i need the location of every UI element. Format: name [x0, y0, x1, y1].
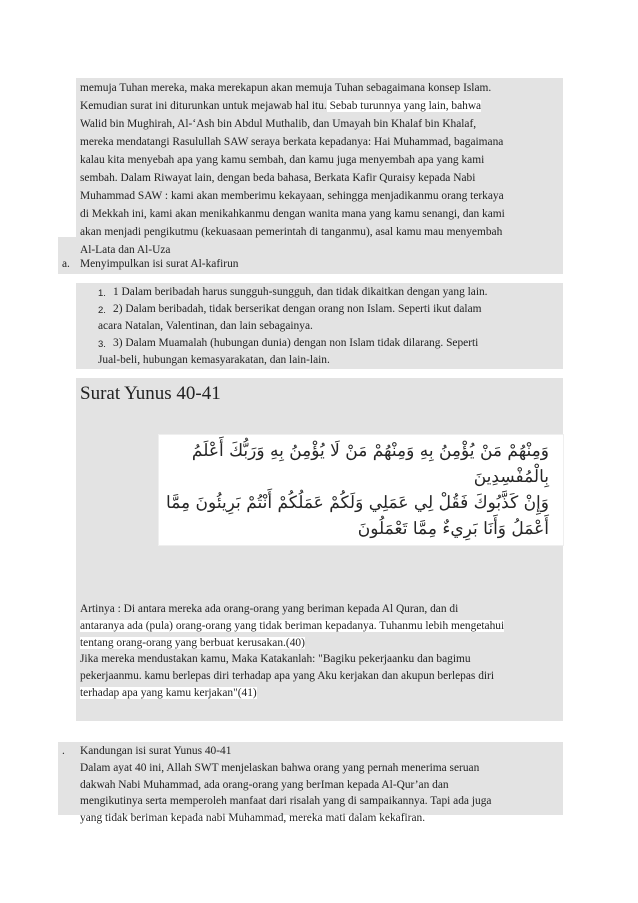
- arabic-verse-image: [158, 434, 564, 546]
- section-b-marker: .: [62, 745, 65, 757]
- arabic-verse-line: وَإِنْ كَذَّبُوكَ فَقُلْ لِي عَمَلِي وَلَكُمْ عَمَلُكُمْ أَنْتُمْ بَرِيئُونَ مِمَّا: [166, 493, 549, 513]
- paragraph-line: di Mekkah ini, kami akan menikahkanmu dengan wanita mana yang kamu senangi, dan kami: [80, 208, 505, 220]
- translation-line: [80, 685, 257, 703]
- translation-line: pekerjaanmu. kamu berlepas diri terhadap apa yang Aku kerjakan dan akupun berlepas diri: [80, 670, 495, 682]
- translation-line: [80, 635, 305, 653]
- translation-line: [80, 618, 504, 636]
- list-item-text: 2) Dalam beribadah, tidak berserikat dengan orang non Islam. Seperti ikut dalam: [113, 303, 482, 315]
- content-line: yang tidak beriman kepada nabi Muhammad, mereka mati dalam kekafiran.: [80, 812, 426, 824]
- list-item-text: 1 Dalam beribadah harus sungguh-sungguh, dan tidak dikaitkan dengan yang lain.: [113, 286, 488, 298]
- section-b-title: Kandungan isi surat Yunus 40-41: [80, 745, 232, 757]
- translation-line: Jika mereka mendustakan kamu, Maka Katakanlah: "Bagiku pekerjaanku dan bagimu: [80, 653, 471, 665]
- paragraph-line: Muhammad SAW : kami akan memberimu kekayaan, sehingga menjadikanmu orang terkaya: [80, 190, 504, 202]
- section-a-title: Menyimpulkan isi surat Al-kafirun: [80, 258, 239, 270]
- list-item-number: 1.: [98, 288, 106, 299]
- content-line: dakwah Nabi Muhammad, ada orang-orang yang berIman kepada Al-Qur’an dan: [80, 779, 449, 791]
- paragraph-line: Al-Lata dan Al-Uza: [80, 244, 171, 256]
- highlighted-line: terhadap apa yang kamu kerjakan"(41): [80, 687, 257, 699]
- translation-line: Artinya : Di antara mereka ada orang-orang yang beriman kepada Al Quran, dan di: [80, 603, 459, 615]
- list-item-text: 3) Dalam Muamalah (hubungan dunia) dengan non Islam tidak dilarang. Seperti: [113, 337, 479, 349]
- list-item-text: acara Natalan, Valentinan, dan lain sebagainya.: [98, 320, 313, 332]
- paragraph-line-part: Kemudian surat ini diturunkan untuk mejawab hal itu.: [80, 100, 327, 112]
- section-a-marker: a.: [62, 258, 70, 270]
- list-item-number: 2.: [98, 305, 106, 316]
- highlighted-line: antaranya ada (pula) orang-orang yang tidak beriman kepadanya. Tuhanmu lebih mengetahui: [80, 620, 505, 632]
- paragraph-line: akan menjadi pengikutmu (kekuasaan pemerintah di tanganmu), asal kamu mau menyembah: [80, 226, 503, 238]
- paragraph-line: kalau kita menyebah apa yang kamu sembah, dan kamu juga menyembah apa yang kami: [80, 154, 485, 166]
- highlighted-phrase: Sebab turunnya yang lain, bahwa: [326, 100, 482, 112]
- section-heading: Surat Yunus 40-41: [80, 383, 221, 404]
- arabic-verse-line: أَعْمَلُ وَأَنَا بَرِيءٌ مِمَّا تَعْمَلُونَ: [357, 519, 549, 539]
- paragraph-line: [80, 98, 481, 116]
- list-item-number: 3.: [98, 339, 106, 350]
- arabic-verse-line: بِالْمُفْسِدِينَ: [473, 467, 549, 487]
- arabic-verse-line: وَمِنْهُمْ مَنْ يُؤْمِنُ بِهِ وَمِنْهُمْ مَنْ لَا يُؤْمِنُ بِهِ وَرَبُّكَ أَعْلَمُ: [191, 441, 549, 461]
- content-line: Dalam ayat 40 ini, Allah SWT menjelaskan bahwa orang yang pernah menerima seruan: [80, 762, 480, 774]
- paragraph-line: mereka mendatangi Rasulullah SAW seraya berkata kepadanya: Hai Muhammad, bagaimana: [80, 136, 504, 148]
- paragraph-line: memuja Tuhan mereka, maka merekapun akan memuja Tuhan sebagaimana konsep Islam.: [80, 82, 492, 94]
- paragraph-line: Walid bin Mughirah, Al-‘Ash bin Abdul Muthalib, dan Umayah bin Khalaf bin Khalaf,: [80, 118, 477, 130]
- list-item-text: Jual-beli, hubungan kemasyarakatan, dan lain-lain.: [98, 354, 330, 366]
- content-line: mengikutinya serta memperoleh manfaat dari risalah yang di sampaikannya. Tapi ada juga: [80, 795, 492, 807]
- highlighted-line: tentang orang-orang yang berbuat kerusakan.(40): [80, 637, 305, 649]
- paragraph-line: sembah. Dalam Riwayat lain, dengan beda bahasa, Berkata Kafir Quraisy kepada Nabi: [80, 172, 476, 184]
